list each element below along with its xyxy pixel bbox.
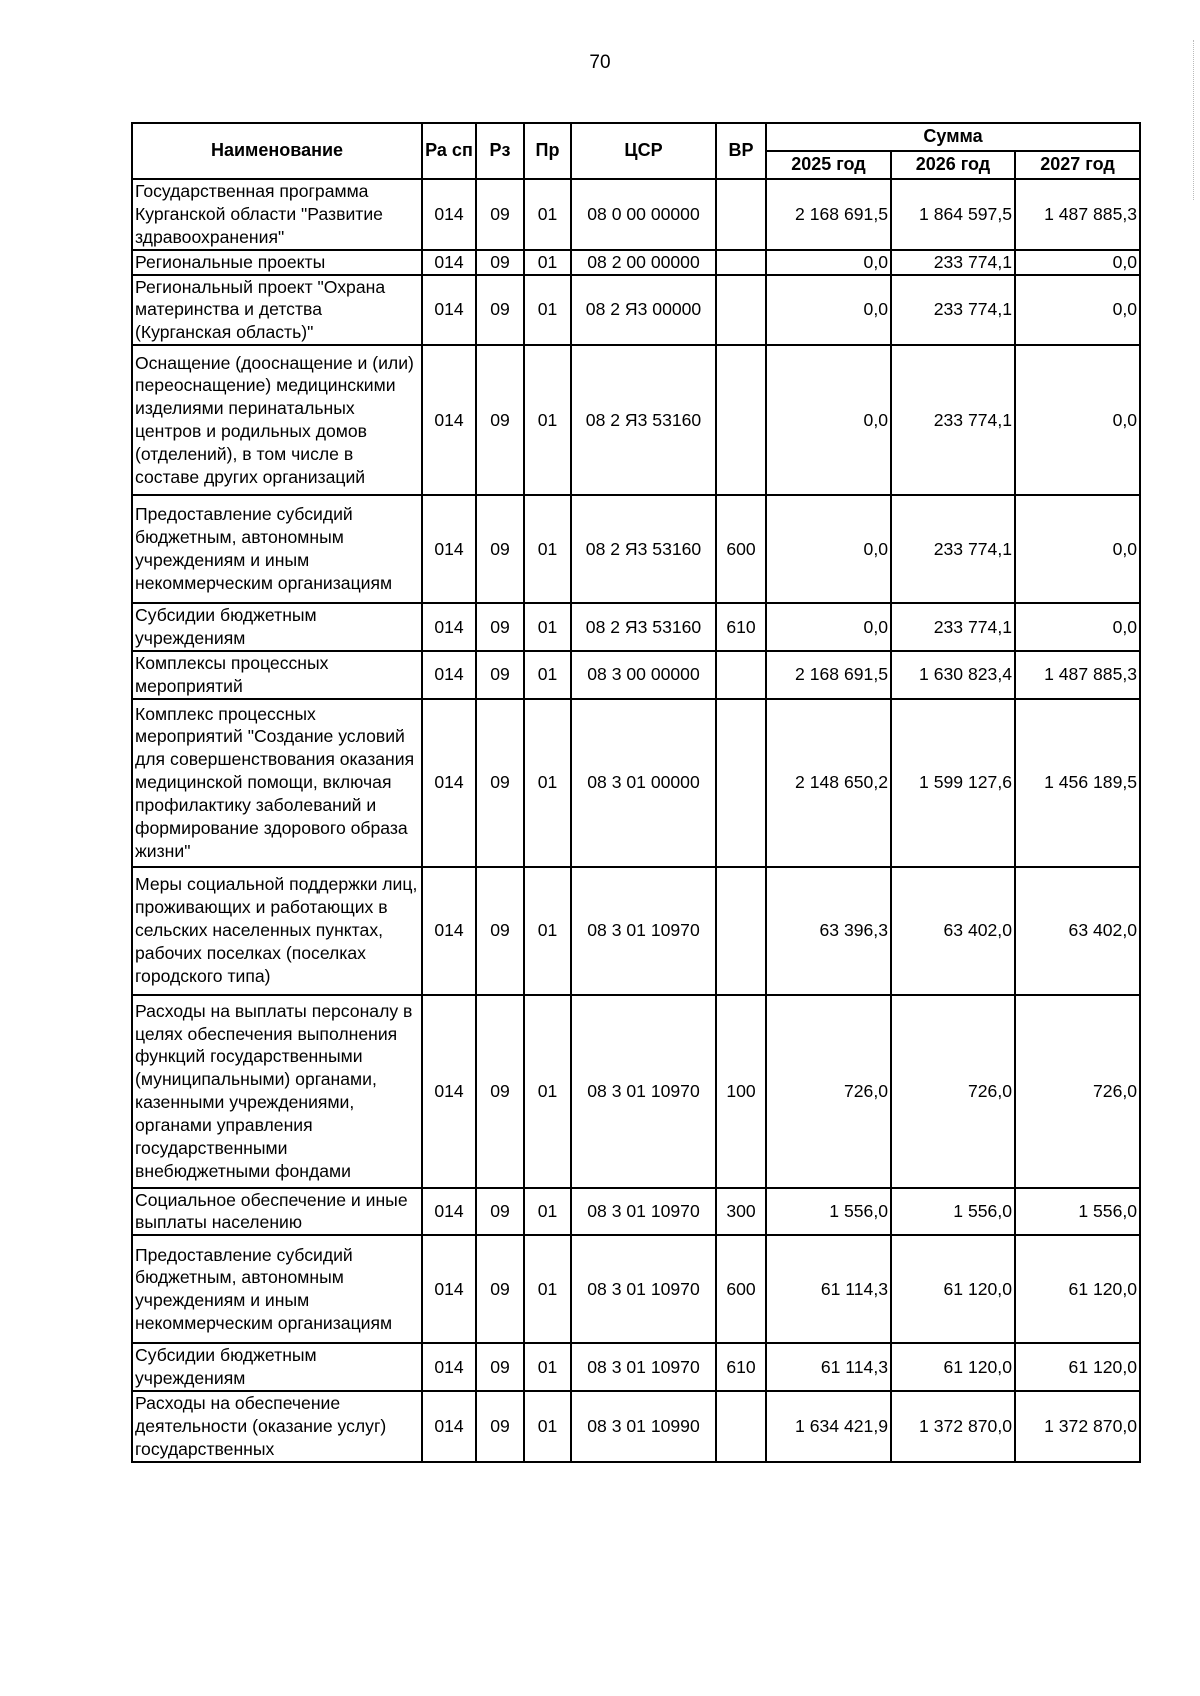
row-amount-2025: 2 168 691,5 xyxy=(766,179,891,250)
row-rz: 09 xyxy=(476,179,524,250)
row-amount-2027: 61 120,0 xyxy=(1015,1343,1140,1391)
row-pr: 01 xyxy=(524,495,571,603)
row-amount-2027: 1 487 885,3 xyxy=(1015,179,1140,250)
row-rz: 09 xyxy=(476,1188,524,1236)
row-rasp: 014 xyxy=(422,603,476,651)
row-pr: 01 xyxy=(524,1188,571,1236)
header-sum: Сумма xyxy=(766,123,1140,151)
row-amount-2027: 0,0 xyxy=(1015,495,1140,603)
header-year-2026: 2026 год xyxy=(891,151,1015,179)
row-rasp: 014 xyxy=(422,699,476,867)
table-row xyxy=(132,345,1140,495)
header-pr: Пр xyxy=(524,123,571,179)
row-name: Расходы на обеспечение деятельности (оказание услуг) государственных xyxy=(132,1391,422,1462)
row-rz: 09 xyxy=(476,651,524,699)
table-row xyxy=(132,250,1140,275)
row-amount-2026: 233 774,1 xyxy=(891,495,1015,603)
row-amount-2026: 63 402,0 xyxy=(891,867,1015,995)
row-name: Комплексы процессных мероприятий xyxy=(132,651,422,699)
row-vr xyxy=(716,345,766,495)
row-vr xyxy=(716,867,766,995)
table-row xyxy=(132,995,1140,1188)
table-row xyxy=(132,867,1140,995)
row-amount-2027: 61 120,0 xyxy=(1015,1235,1140,1343)
table-body xyxy=(132,179,1140,1462)
row-amount-2026: 61 120,0 xyxy=(891,1235,1015,1343)
row-amount-2026: 233 774,1 xyxy=(891,603,1015,651)
row-amount-2025: 61 114,3 xyxy=(766,1235,891,1343)
header-year-2027: 2027 год xyxy=(1015,151,1140,179)
row-csr: 08 3 01 10970 xyxy=(571,995,716,1188)
row-vr xyxy=(716,179,766,250)
header-rz: Рз xyxy=(476,123,524,179)
row-vr: 600 xyxy=(716,495,766,603)
row-pr: 01 xyxy=(524,275,571,346)
row-pr: 01 xyxy=(524,1235,571,1343)
row-rz: 09 xyxy=(476,250,524,275)
table-row xyxy=(132,179,1140,250)
row-vr: 610 xyxy=(716,1343,766,1391)
row-amount-2027: 1 456 189,5 xyxy=(1015,699,1140,867)
row-name: Предоставление субсидий бюджетным, автономным учреждениям и иным некоммерческим организациям xyxy=(132,495,422,603)
row-amount-2025: 726,0 xyxy=(766,995,891,1188)
row-vr xyxy=(716,651,766,699)
row-csr: 08 2 Я3 53160 xyxy=(571,495,716,603)
row-csr: 08 2 00 00000 xyxy=(571,250,716,275)
header-csr: ЦСР xyxy=(571,123,716,179)
row-name: Государственная программа Курганской области "Развитие здравоохранения" xyxy=(132,179,422,250)
row-csr: 08 3 01 00000 xyxy=(571,699,716,867)
header-vr: ВР xyxy=(716,123,766,179)
row-amount-2027: 0,0 xyxy=(1015,275,1140,346)
row-rz: 09 xyxy=(476,867,524,995)
table-header xyxy=(132,123,1140,179)
row-csr: 08 3 01 10990 xyxy=(571,1391,716,1462)
row-name: Меры социальной поддержки лиц, проживающих и работающих в сельских населенных пунктах, рабочих поселках (поселках городского типа) xyxy=(132,867,422,995)
row-name: Предоставление субсидий бюджетным, автономным учреждениям и иным некоммерческим организациям xyxy=(132,1235,422,1343)
row-csr: 08 3 01 10970 xyxy=(571,1188,716,1236)
row-amount-2025: 1 556,0 xyxy=(766,1188,891,1236)
row-rasp: 014 xyxy=(422,345,476,495)
row-rasp: 014 xyxy=(422,1188,476,1236)
row-rasp: 014 xyxy=(422,179,476,250)
header-name: Наименование xyxy=(132,123,422,179)
row-rz: 09 xyxy=(476,1391,524,1462)
row-rasp: 014 xyxy=(422,495,476,603)
row-pr: 01 xyxy=(524,699,571,867)
row-csr: 08 3 01 10970 xyxy=(571,1343,716,1391)
row-pr: 01 xyxy=(524,867,571,995)
table-row xyxy=(132,275,1140,346)
row-rasp: 014 xyxy=(422,1343,476,1391)
row-amount-2025: 0,0 xyxy=(766,495,891,603)
header-rasp: Ра сп xyxy=(422,123,476,179)
row-pr: 01 xyxy=(524,1391,571,1462)
table-row xyxy=(132,1343,1140,1391)
row-csr: 08 3 01 10970 xyxy=(571,867,716,995)
row-amount-2026: 233 774,1 xyxy=(891,275,1015,346)
row-csr: 08 0 00 00000 xyxy=(571,179,716,250)
row-amount-2025: 1 634 421,9 xyxy=(766,1391,891,1462)
row-name: Субсидии бюджетным учреждениям xyxy=(132,1343,422,1391)
row-rasp: 014 xyxy=(422,250,476,275)
row-amount-2027: 726,0 xyxy=(1015,995,1140,1188)
budget-table xyxy=(131,122,1141,1463)
row-amount-2027: 0,0 xyxy=(1015,603,1140,651)
header-year-2025: 2025 год xyxy=(766,151,891,179)
row-rasp: 014 xyxy=(422,1391,476,1462)
row-name: Субсидии бюджетным учреждениям xyxy=(132,603,422,651)
row-amount-2026: 726,0 xyxy=(891,995,1015,1188)
row-rz: 09 xyxy=(476,603,524,651)
table-row xyxy=(132,603,1140,651)
row-pr: 01 xyxy=(524,651,571,699)
table-row xyxy=(132,699,1140,867)
row-rasp: 014 xyxy=(422,651,476,699)
row-pr: 01 xyxy=(524,1343,571,1391)
row-csr: 08 2 Я3 00000 xyxy=(571,275,716,346)
table-row xyxy=(132,495,1140,603)
row-amount-2026: 233 774,1 xyxy=(891,250,1015,275)
row-name: Социальное обеспечение и иные выплаты населению xyxy=(132,1188,422,1236)
row-pr: 01 xyxy=(524,179,571,250)
row-rz: 09 xyxy=(476,699,524,867)
row-rz: 09 xyxy=(476,995,524,1188)
row-rasp: 014 xyxy=(422,275,476,346)
row-amount-2025: 0,0 xyxy=(766,345,891,495)
row-csr: 08 2 Я3 53160 xyxy=(571,603,716,651)
row-csr: 08 3 00 00000 xyxy=(571,651,716,699)
row-rz: 09 xyxy=(476,1235,524,1343)
table-row xyxy=(132,1188,1140,1236)
row-vr xyxy=(716,275,766,346)
row-amount-2026: 1 556,0 xyxy=(891,1188,1015,1236)
row-amount-2027: 63 402,0 xyxy=(1015,867,1140,995)
row-amount-2026: 1 864 597,5 xyxy=(891,179,1015,250)
row-pr: 01 xyxy=(524,603,571,651)
row-amount-2027: 1 556,0 xyxy=(1015,1188,1140,1236)
row-name: Региональный проект "Охрана материнства и детства (Курганская область)" xyxy=(132,275,422,346)
row-amount-2027: 0,0 xyxy=(1015,345,1140,495)
table-row xyxy=(132,651,1140,699)
row-amount-2025: 0,0 xyxy=(766,250,891,275)
row-vr: 600 xyxy=(716,1235,766,1343)
row-name: Региональные проекты xyxy=(132,250,422,275)
row-amount-2026: 233 774,1 xyxy=(891,345,1015,495)
row-vr xyxy=(716,1391,766,1462)
row-rz: 09 xyxy=(476,495,524,603)
row-csr: 08 3 01 10970 xyxy=(571,1235,716,1343)
row-vr: 100 xyxy=(716,995,766,1188)
row-name: Оснащение (дооснащение и (или) переоснащение) медицинскими изделиями перинатальных центров и родильных домов (отделений), в том числе в составе других организаций xyxy=(132,345,422,495)
row-amount-2025: 61 114,3 xyxy=(766,1343,891,1391)
page-number: 70 xyxy=(589,52,611,73)
scan-edge-mark xyxy=(1193,40,1200,200)
table-row xyxy=(132,1391,1140,1462)
row-amount-2027: 0,0 xyxy=(1015,250,1140,275)
row-vr: 300 xyxy=(716,1188,766,1236)
row-name: Расходы на выплаты персоналу в целях обеспечения выполнения функций государственными (муниципальными) органами, казенными учреждениями, органами управления государственными внебюджетными фондами xyxy=(132,995,422,1188)
row-rasp: 014 xyxy=(422,1235,476,1343)
row-amount-2026: 1 630 823,4 xyxy=(891,651,1015,699)
row-amount-2025: 0,0 xyxy=(766,275,891,346)
row-vr: 610 xyxy=(716,603,766,651)
row-name: Комплекс процессных мероприятий "Создание условий для совершенствования оказания медицинской помощи, включая профилактику заболеваний и формирование здорового образа жизни" xyxy=(132,699,422,867)
row-amount-2025: 2 148 650,2 xyxy=(766,699,891,867)
row-pr: 01 xyxy=(524,995,571,1188)
row-amount-2025: 2 168 691,5 xyxy=(766,651,891,699)
row-rasp: 014 xyxy=(422,995,476,1188)
row-csr: 08 2 Я3 53160 xyxy=(571,345,716,495)
row-rasp: 014 xyxy=(422,867,476,995)
row-amount-2026: 1 372 870,0 xyxy=(891,1391,1015,1462)
row-rz: 09 xyxy=(476,345,524,495)
row-amount-2026: 61 120,0 xyxy=(891,1343,1015,1391)
row-vr xyxy=(716,250,766,275)
table-row xyxy=(132,1235,1140,1343)
row-amount-2025: 0,0 xyxy=(766,603,891,651)
row-amount-2025: 63 396,3 xyxy=(766,867,891,995)
row-pr: 01 xyxy=(524,345,571,495)
row-vr xyxy=(716,699,766,867)
row-amount-2027: 1 487 885,3 xyxy=(1015,651,1140,699)
row-amount-2026: 1 599 127,6 xyxy=(891,699,1015,867)
row-pr: 01 xyxy=(524,250,571,275)
row-rz: 09 xyxy=(476,1343,524,1391)
row-rz: 09 xyxy=(476,275,524,346)
row-amount-2027: 1 372 870,0 xyxy=(1015,1391,1140,1462)
